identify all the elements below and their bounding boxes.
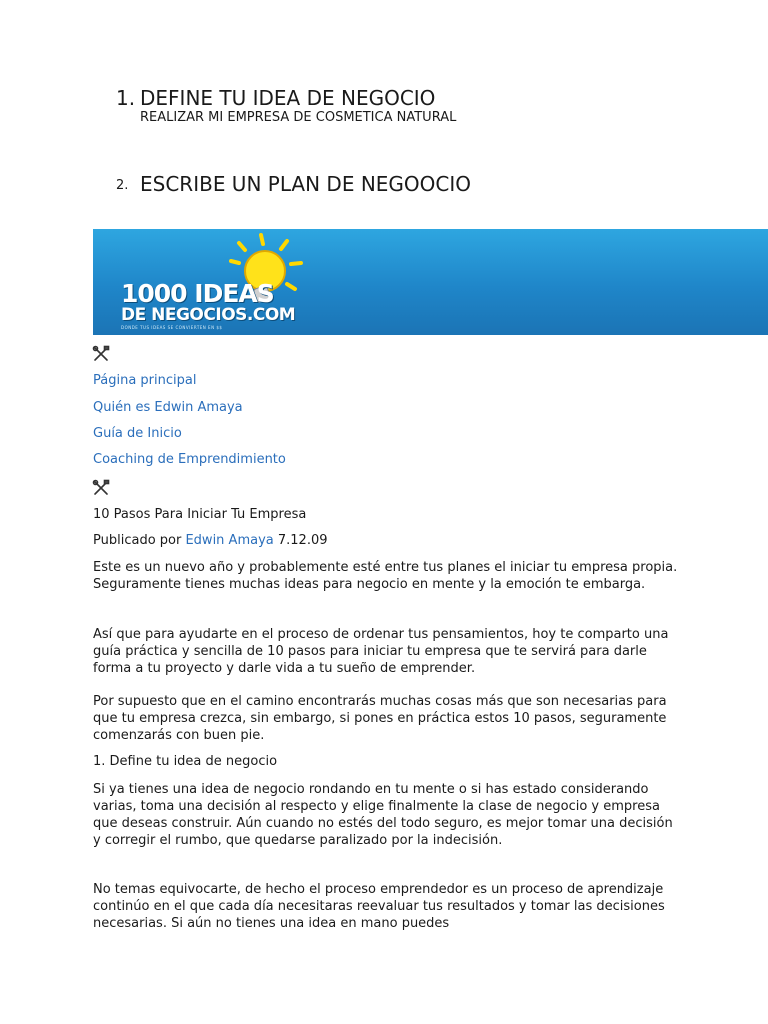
nav-link-about[interactable]: Quién es Edwin Amaya — [93, 400, 243, 415]
paragraph-2-text: Así que para ayudarte en el proceso de ordenar tus pensamientos, hoy te comparto una guía práctica y sencilla de 10 pasos para iniciar tu empresa que te servirá para darle forma a tu proyecto y darle vida a tu sueño de emprender. — [93, 627, 669, 676]
paragraph-5 — [93, 881, 683, 932]
paragraph-2 — [93, 626, 683, 677]
paragraph-1 — [93, 559, 683, 593]
post-date: 7.12.09 — [277, 533, 328, 548]
banner-logo-line2: DE NEGOCIOS.COM — [121, 305, 296, 325]
step-1-title: 1. Define tu idea de negocio — [93, 754, 278, 769]
author-link[interactable]: Edwin Amaya — [185, 533, 274, 548]
list-number-2: 2. — [116, 178, 129, 193]
list-number-1: 1. — [116, 86, 136, 110]
published-prefix: Publicado por — [93, 533, 182, 548]
heading-business-plan: ESCRIBE UN PLAN DE NEGOOCIO — [140, 172, 472, 196]
paragraph-3-text: Por supuesto que en el camino encontrarás muchas cosas más que son necesarias para que tu empresa crezca, sin embargo, si pones en práctica estos 10 pasos, seguramente comenzarás con buen pie. — [93, 694, 667, 743]
site-banner — [93, 229, 768, 335]
nav-link-home[interactable]: Página principal — [93, 373, 197, 388]
heading-subtitle: REALIZAR MI EMPRESA DE COSMETICA NATURAL — [140, 110, 457, 125]
post-meta — [93, 533, 328, 548]
paragraph-3 — [93, 693, 683, 744]
paragraph-1-text: Este es un nuevo año y probablemente esté entre tus planes el iniciar tu empresa propia. Seguramente tienes muchas ideas para negocio en mente y la emoción te embarga. — [93, 560, 678, 592]
heading-define-idea: DEFINE TU IDEA DE NEGOCIO — [140, 86, 436, 110]
paragraph-4 — [93, 781, 683, 849]
nav-link-coaching[interactable]: Coaching de Emprendimiento — [93, 452, 286, 467]
banner-tagline: DONDE TUS IDEAS SE CONVIERTEN EN $$ — [121, 325, 223, 330]
paragraph-4-text: Si ya tienes una idea de negocio rondando en tu mente o si has estado considerando varias, toma una decisión al respecto y elige finalmente la clase de negocio y empresa que deseas construir. Aún cuando no estés del todo seguro, es mejor tomar una decisión y corregir el rumbo, que quedarse paralizado por la indecisión. — [93, 782, 673, 848]
banner-logo-line1: 1000 IDEAS — [121, 279, 274, 308]
paragraph-5-text: No temas equivocarte, de hecho el proceso emprendedor es un proceso de aprendizaje continúo en el que cada día necesitaras reevaluar tus resultados y tomar las decisiones necesarias. Si aún no tienes una idea en mano puedes — [93, 882, 665, 931]
tools-icon — [92, 479, 110, 497]
nav-link-guide[interactable]: Guía de Inicio — [93, 426, 182, 441]
tools-icon — [92, 345, 110, 363]
post-title: 10 Pasos Para Iniciar Tu Empresa — [93, 507, 307, 522]
